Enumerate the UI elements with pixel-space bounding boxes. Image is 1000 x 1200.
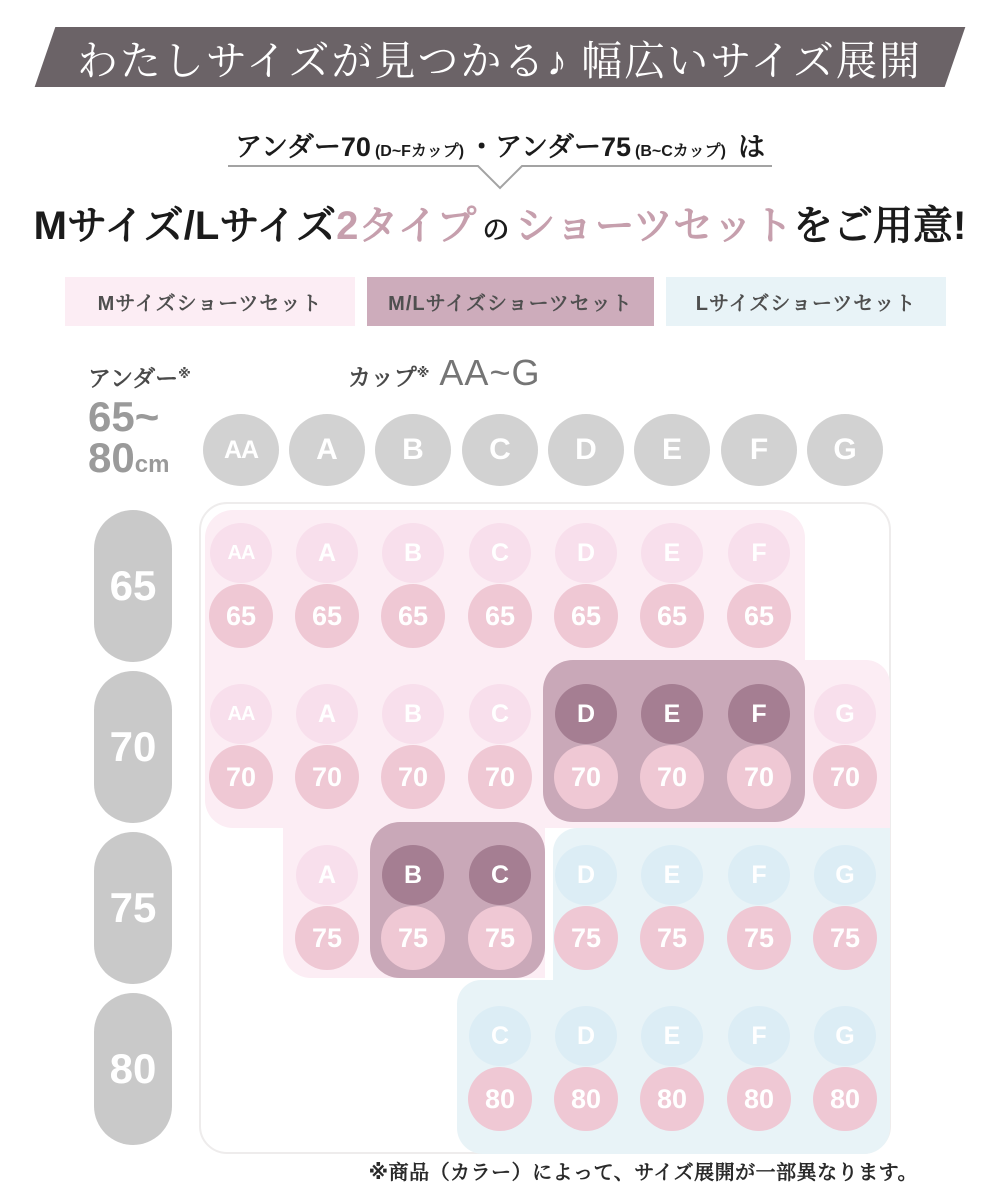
- under-circle-d70: 70: [554, 745, 618, 809]
- cup-circle-aa65: AA: [210, 523, 272, 583]
- cup-circle-b75: B: [382, 845, 444, 905]
- headline-em2: ショーツセット: [515, 204, 793, 248]
- under-circle-d65: 65: [554, 584, 618, 648]
- under-circle-e70: 70: [640, 745, 704, 809]
- under-circle-e80: 80: [640, 1067, 704, 1131]
- headline-em1: 2タイプ: [336, 204, 477, 248]
- footnote: ※商品（カラー）によって、サイズ展開が一部異なります。: [368, 1162, 918, 1184]
- under-pill-65: 65: [94, 510, 172, 662]
- intro-under75: アンダー75: [495, 132, 631, 162]
- under-circle-g75: 75: [813, 906, 877, 970]
- under-pill-70: 70: [94, 671, 172, 823]
- cup-circle-a75: A: [296, 845, 358, 905]
- cup-circle-g70: G: [814, 684, 876, 744]
- cup-circle-b70: B: [382, 684, 444, 744]
- cup-circle-c65: C: [469, 523, 531, 583]
- under-circle-b70: 70: [381, 745, 445, 809]
- cup-circle-a70: A: [296, 684, 358, 744]
- cup-header-c: C: [462, 414, 538, 486]
- cup-circle-e75: E: [641, 845, 703, 905]
- cup-circle-d75: D: [555, 845, 617, 905]
- under-circle-c70: 70: [468, 745, 532, 809]
- cup-circle-a65: A: [296, 523, 358, 583]
- cup-circle-e70: E: [641, 684, 703, 744]
- legend-m-size: Mサイズショーツセット: [65, 277, 355, 326]
- cup-header-e: E: [634, 414, 710, 486]
- bracket-pointer: [0, 164, 1000, 190]
- cup-note-mark: ※: [416, 365, 430, 380]
- cup-circle-c75: C: [469, 845, 531, 905]
- cup-header-b: B: [375, 414, 451, 486]
- cup-circle-d65: D: [555, 523, 617, 583]
- under-axis-label: アンダー※: [88, 365, 191, 391]
- cup-circle-d70: D: [555, 684, 617, 744]
- cup-header-d: D: [548, 414, 624, 486]
- cup-circle-f70: F: [728, 684, 790, 744]
- intro-suffix: は: [737, 132, 765, 162]
- under-circle-g80: 80: [813, 1067, 877, 1131]
- under-circle-b65: 65: [381, 584, 445, 648]
- under-circle-g70: 70: [813, 745, 877, 809]
- under-circle-a70: 70: [295, 745, 359, 809]
- cup-circle-aa70: AA: [210, 684, 272, 744]
- under-circle-a75: 75: [295, 906, 359, 970]
- cup-circle-e65: E: [641, 523, 703, 583]
- cup-circle-e80: E: [641, 1006, 703, 1066]
- under-pill-75: 75: [94, 832, 172, 984]
- under-circle-f75: 75: [727, 906, 791, 970]
- cup-axis-range: AA~G: [439, 352, 541, 393]
- under-circle-a65: 65: [295, 584, 359, 648]
- cup-circle-b65: B: [382, 523, 444, 583]
- under-circle-f80: 80: [727, 1067, 791, 1131]
- under-pill-80: 80: [94, 993, 172, 1145]
- under-circle-d75: 75: [554, 906, 618, 970]
- cup-circle-f65: F: [728, 523, 790, 583]
- banner-ribbon: [35, 27, 966, 87]
- under-circle-c75: 75: [468, 906, 532, 970]
- intro-under70: アンダー70: [235, 132, 371, 162]
- intro-under70-cups: (D~Fカップ): [374, 143, 465, 160]
- under-circle-c80: 80: [468, 1067, 532, 1131]
- intro-under75-cups: (B~Cカップ): [634, 143, 726, 160]
- intro-separator: ・: [468, 132, 496, 162]
- legend-ml-size: M/Lサイズショーツセット: [367, 277, 654, 326]
- under-circle-b75: 75: [381, 906, 445, 970]
- legend-l-size: Lサイズショーツセット: [666, 277, 946, 326]
- cup-circle-d80: D: [555, 1006, 617, 1066]
- headline: [0, 194, 1000, 251]
- cup-circle-c70: C: [469, 684, 531, 744]
- cup-header-f: F: [721, 414, 797, 486]
- cup-header-aa: AA: [203, 414, 279, 486]
- headline-particle: の: [482, 215, 510, 245]
- under-circle-aa65: 65: [209, 584, 273, 648]
- cup-header-g: G: [807, 414, 883, 486]
- headline-lead: Mサイズ/Lサイズ: [33, 204, 337, 248]
- cup-axis-label: カップ ※ AA~G: [348, 352, 541, 393]
- cup-circle-g80: G: [814, 1006, 876, 1066]
- under-circle-f70: 70: [727, 745, 791, 809]
- under-circle-d80: 80: [554, 1067, 618, 1131]
- cup-header-a: A: [289, 414, 365, 486]
- cup-circle-c80: C: [469, 1006, 531, 1066]
- under-circle-e75: 75: [640, 906, 704, 970]
- under-circle-c65: 65: [468, 584, 532, 648]
- headline-tail: をご用意!: [793, 204, 967, 248]
- under-circle-f65: 65: [727, 584, 791, 648]
- cup-circle-f80: F: [728, 1006, 790, 1066]
- under-axis-range: 65~ 80cm: [88, 393, 170, 481]
- legend: [65, 277, 946, 326]
- intro-line: [0, 125, 1000, 164]
- under-circle-e65: 65: [640, 584, 704, 648]
- cup-circle-g75: G: [814, 845, 876, 905]
- banner-title: わたしサイズが見つかる♪ 幅広いサイズ展開: [77, 37, 923, 84]
- cup-circle-f75: F: [728, 845, 790, 905]
- under-circle-aa70: 70: [209, 745, 273, 809]
- under-note-mark: ※: [178, 366, 191, 381]
- under-unit: cm: [134, 451, 170, 478]
